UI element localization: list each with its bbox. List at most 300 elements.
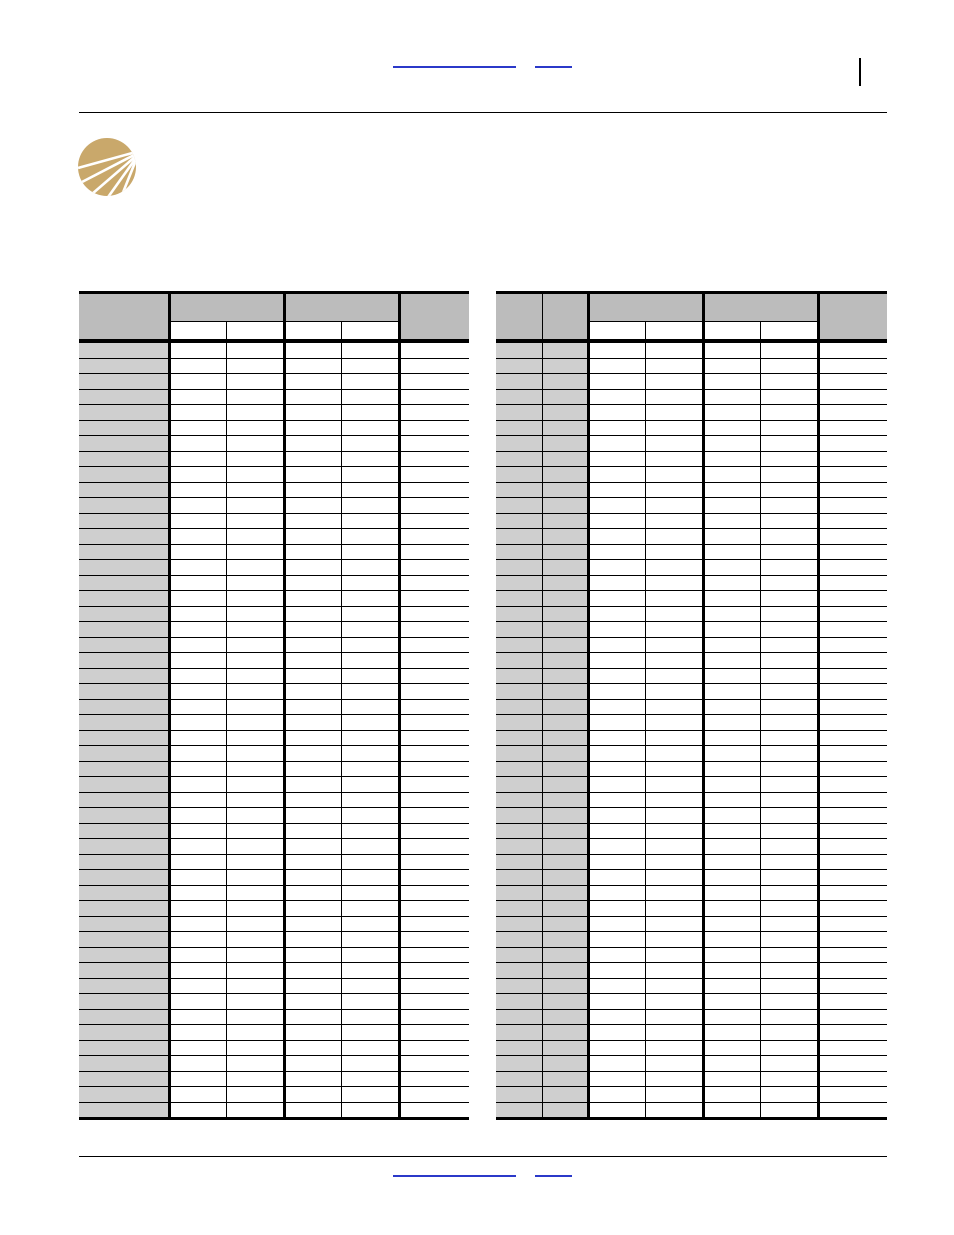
table-cell xyxy=(226,374,284,390)
right-header-col-last xyxy=(818,293,887,340)
table-cell xyxy=(818,854,887,870)
table-cell xyxy=(169,637,226,653)
table-cell xyxy=(341,668,399,684)
table-cell xyxy=(226,994,284,1010)
table-cell xyxy=(341,591,399,607)
header-link-1[interactable] xyxy=(393,66,516,68)
table-cell xyxy=(703,1087,760,1103)
table-cell xyxy=(496,978,542,994)
table-cell xyxy=(588,544,645,560)
table-cell xyxy=(399,978,469,994)
table-cell xyxy=(542,1009,588,1025)
left-header-col-last xyxy=(399,293,469,340)
table-cell xyxy=(588,777,645,793)
table-row xyxy=(79,1102,469,1119)
table-cell xyxy=(588,467,645,483)
table-cell xyxy=(703,885,760,901)
header-link-2[interactable] xyxy=(535,66,572,68)
table-cell xyxy=(588,420,645,436)
table-cell xyxy=(542,777,588,793)
table-cell xyxy=(341,715,399,731)
table-cell xyxy=(760,544,818,560)
table-cell xyxy=(341,1009,399,1025)
table-cell xyxy=(79,591,169,607)
table-cell xyxy=(341,901,399,917)
right-subheader xyxy=(645,322,703,340)
table-cell xyxy=(79,885,169,901)
table-cell xyxy=(496,668,542,684)
table-cell xyxy=(588,482,645,498)
table-cell xyxy=(169,622,226,638)
left-subheader xyxy=(226,322,284,340)
table-cell xyxy=(341,606,399,622)
table-cell xyxy=(284,978,341,994)
table-cell xyxy=(226,575,284,591)
table-row xyxy=(79,901,469,917)
table-cell xyxy=(818,1071,887,1087)
table-cell xyxy=(169,730,226,746)
table-cell xyxy=(703,932,760,948)
table-cell xyxy=(542,575,588,591)
right-subheader xyxy=(703,322,760,340)
table-cell xyxy=(399,916,469,932)
table-row xyxy=(79,342,469,359)
table-cell xyxy=(760,513,818,529)
table-cell xyxy=(588,854,645,870)
table-cell xyxy=(226,1102,284,1119)
table-cell xyxy=(496,513,542,529)
table-row xyxy=(79,839,469,855)
table-cell xyxy=(169,901,226,917)
table-cell xyxy=(645,684,703,700)
table-cell xyxy=(399,513,469,529)
table-cell xyxy=(760,916,818,932)
table-row xyxy=(496,606,887,622)
table-cell xyxy=(645,1056,703,1072)
table-cell xyxy=(760,885,818,901)
table-cell xyxy=(703,978,760,994)
table-cell xyxy=(284,451,341,467)
table-cell xyxy=(588,513,645,529)
table-cell xyxy=(645,932,703,948)
table-cell xyxy=(79,606,169,622)
table-row xyxy=(496,1102,887,1119)
table-cell xyxy=(284,405,341,421)
table-cell xyxy=(542,746,588,762)
table-row xyxy=(496,436,887,452)
table-cell xyxy=(645,699,703,715)
table-cell xyxy=(542,978,588,994)
table-cell xyxy=(760,622,818,638)
table-cell xyxy=(818,885,887,901)
table-cell xyxy=(542,668,588,684)
table-cell xyxy=(169,1087,226,1103)
table-cell xyxy=(645,730,703,746)
table-cell xyxy=(818,746,887,762)
table-cell xyxy=(588,498,645,514)
table-cell xyxy=(79,715,169,731)
left-subheader xyxy=(169,322,226,340)
table-cell xyxy=(399,451,469,467)
table-cell xyxy=(588,668,645,684)
table-cell xyxy=(645,994,703,1010)
table-row xyxy=(79,808,469,824)
right-header-col-1 xyxy=(496,293,542,340)
table-cell xyxy=(79,823,169,839)
table-cell xyxy=(645,467,703,483)
table-cell xyxy=(496,358,542,374)
table-cell xyxy=(542,854,588,870)
table-row xyxy=(496,668,887,684)
table-cell xyxy=(226,901,284,917)
table-cell xyxy=(645,622,703,638)
table-cell xyxy=(79,575,169,591)
table-cell xyxy=(703,544,760,560)
table-cell xyxy=(226,839,284,855)
table-cell xyxy=(496,715,542,731)
table-cell xyxy=(169,591,226,607)
table-cell xyxy=(496,436,542,452)
table-cell xyxy=(169,715,226,731)
table-cell xyxy=(542,870,588,886)
table-cell xyxy=(588,591,645,607)
table-cell xyxy=(703,916,760,932)
table-cell xyxy=(818,730,887,746)
table-cell xyxy=(341,1071,399,1087)
table-row xyxy=(496,715,887,731)
table-cell xyxy=(703,374,760,390)
table-cell xyxy=(284,792,341,808)
table-cell xyxy=(226,1056,284,1072)
table-cell xyxy=(818,1087,887,1103)
table-cell xyxy=(226,342,284,359)
table-cell xyxy=(399,544,469,560)
table-cell xyxy=(399,792,469,808)
table-cell xyxy=(588,1056,645,1072)
table-cell xyxy=(169,854,226,870)
table-cell xyxy=(645,1071,703,1087)
table-cell xyxy=(79,746,169,762)
table-cell xyxy=(341,885,399,901)
table-cell xyxy=(703,854,760,870)
table-cell xyxy=(284,932,341,948)
table-cell xyxy=(588,916,645,932)
table-cell xyxy=(703,715,760,731)
table-cell xyxy=(79,358,169,374)
table-cell xyxy=(284,668,341,684)
table-cell xyxy=(226,606,284,622)
table-cell xyxy=(645,746,703,762)
table-cell xyxy=(79,467,169,483)
table-cell xyxy=(169,808,226,824)
table-cell xyxy=(226,978,284,994)
table-cell xyxy=(496,560,542,576)
table-cell xyxy=(496,467,542,483)
table-cell xyxy=(818,808,887,824)
table-cell xyxy=(818,374,887,390)
table-cell xyxy=(703,1025,760,1041)
table-cell xyxy=(399,839,469,855)
table-cell xyxy=(496,1040,542,1056)
table-cell xyxy=(496,451,542,467)
table-cell xyxy=(341,854,399,870)
table-cell xyxy=(542,653,588,669)
table-cell xyxy=(169,1009,226,1025)
table-cell xyxy=(760,1102,818,1119)
table-cell xyxy=(79,808,169,824)
table-cell xyxy=(496,808,542,824)
table-cell xyxy=(399,1087,469,1103)
table-cell xyxy=(703,1102,760,1119)
table-cell xyxy=(588,885,645,901)
table-cell xyxy=(542,1040,588,1056)
table-cell xyxy=(496,777,542,793)
table-cell xyxy=(169,792,226,808)
table-cell xyxy=(703,823,760,839)
table-row xyxy=(496,575,887,591)
table-cell xyxy=(703,451,760,467)
table-cell xyxy=(645,963,703,979)
table-cell xyxy=(645,637,703,653)
table-cell xyxy=(703,529,760,545)
table-cell xyxy=(645,978,703,994)
table-cell xyxy=(79,699,169,715)
table-cell xyxy=(818,901,887,917)
table-cell xyxy=(496,1056,542,1072)
table-cell xyxy=(496,823,542,839)
table-cell xyxy=(818,932,887,948)
footer-link-2[interactable] xyxy=(535,1175,572,1177)
table-cell xyxy=(818,916,887,932)
table-cell xyxy=(79,978,169,994)
table-cell xyxy=(818,761,887,777)
table-cell xyxy=(760,529,818,545)
table-cell xyxy=(645,389,703,405)
table-cell xyxy=(703,482,760,498)
table-cell xyxy=(588,529,645,545)
table-cell xyxy=(226,932,284,948)
table-cell xyxy=(169,870,226,886)
table-cell xyxy=(818,451,887,467)
table-row xyxy=(79,885,469,901)
table-cell xyxy=(341,761,399,777)
table-cell xyxy=(496,761,542,777)
table-cell xyxy=(79,1009,169,1025)
table-cell xyxy=(79,1071,169,1087)
table-cell xyxy=(818,513,887,529)
table-cell xyxy=(79,529,169,545)
table-cell xyxy=(703,870,760,886)
table-cell xyxy=(588,1040,645,1056)
table-row xyxy=(496,467,887,483)
table-cell xyxy=(226,761,284,777)
table-row xyxy=(496,622,887,638)
table-cell xyxy=(169,467,226,483)
table-cell xyxy=(341,436,399,452)
table-cell xyxy=(341,622,399,638)
table-cell xyxy=(496,684,542,700)
table-cell xyxy=(399,389,469,405)
table-cell xyxy=(284,823,341,839)
table-cell xyxy=(79,637,169,653)
table-cell xyxy=(645,901,703,917)
table-row xyxy=(79,420,469,436)
table-cell xyxy=(818,405,887,421)
table-row xyxy=(79,715,469,731)
table-cell xyxy=(496,637,542,653)
table-cell xyxy=(542,994,588,1010)
table-cell xyxy=(588,575,645,591)
table-cell xyxy=(341,544,399,560)
table-row xyxy=(79,405,469,421)
table-row xyxy=(79,963,469,979)
table-cell xyxy=(341,1025,399,1041)
left-data-table xyxy=(79,291,469,1120)
table-row xyxy=(496,1071,887,1087)
table-cell xyxy=(760,575,818,591)
table-cell xyxy=(341,560,399,576)
table-cell xyxy=(169,699,226,715)
table-cell xyxy=(588,374,645,390)
table-cell xyxy=(496,389,542,405)
table-cell xyxy=(760,730,818,746)
table-cell xyxy=(703,808,760,824)
table-cell xyxy=(760,947,818,963)
table-cell xyxy=(645,358,703,374)
table-row xyxy=(496,1040,887,1056)
table-cell xyxy=(399,777,469,793)
table-cell xyxy=(588,978,645,994)
table-cell xyxy=(284,699,341,715)
table-row xyxy=(496,994,887,1010)
footer-link-1[interactable] xyxy=(393,1175,516,1177)
table-cell xyxy=(542,358,588,374)
table-cell xyxy=(79,668,169,684)
table-cell xyxy=(79,932,169,948)
table-cell xyxy=(818,994,887,1010)
table-cell xyxy=(284,575,341,591)
table-cell xyxy=(496,591,542,607)
table-cell xyxy=(341,823,399,839)
left-subheader xyxy=(284,322,341,340)
table-cell xyxy=(79,777,169,793)
table-row xyxy=(496,684,887,700)
table-cell xyxy=(284,637,341,653)
table-cell xyxy=(818,684,887,700)
table-cell xyxy=(496,482,542,498)
table-cell xyxy=(588,1102,645,1119)
table-cell xyxy=(496,994,542,1010)
table-cell xyxy=(284,916,341,932)
table-row xyxy=(79,529,469,545)
table-cell xyxy=(542,792,588,808)
table-cell xyxy=(496,792,542,808)
table-cell xyxy=(588,1087,645,1103)
table-row xyxy=(79,560,469,576)
table-cell xyxy=(645,606,703,622)
table-cell xyxy=(542,420,588,436)
table-cell xyxy=(818,947,887,963)
table-cell xyxy=(169,498,226,514)
table-cell xyxy=(341,498,399,514)
table-cell xyxy=(588,684,645,700)
table-cell xyxy=(645,420,703,436)
table-cell xyxy=(79,622,169,638)
table-cell xyxy=(760,761,818,777)
table-cell xyxy=(588,761,645,777)
table-cell xyxy=(703,1040,760,1056)
table-cell xyxy=(226,1009,284,1025)
table-cell xyxy=(645,854,703,870)
table-cell xyxy=(645,405,703,421)
table-cell xyxy=(341,947,399,963)
table-row xyxy=(496,513,887,529)
table-cell xyxy=(169,746,226,762)
table-cell xyxy=(284,839,341,855)
table-row xyxy=(79,575,469,591)
table-cell xyxy=(169,839,226,855)
table-cell xyxy=(818,1102,887,1119)
table-cell xyxy=(169,963,226,979)
table-cell xyxy=(226,699,284,715)
table-cell xyxy=(703,730,760,746)
table-cell xyxy=(341,870,399,886)
table-cell xyxy=(226,529,284,545)
table-row xyxy=(79,622,469,638)
table-cell xyxy=(760,482,818,498)
table-row xyxy=(79,1025,469,1041)
table-cell xyxy=(588,746,645,762)
table-cell xyxy=(542,622,588,638)
table-row xyxy=(496,405,887,421)
table-cell xyxy=(645,947,703,963)
table-cell xyxy=(542,1087,588,1103)
table-cell xyxy=(542,699,588,715)
right-header-group-2 xyxy=(703,293,818,322)
table-cell xyxy=(703,606,760,622)
table-row xyxy=(496,560,887,576)
table-row xyxy=(79,1056,469,1072)
table-cell xyxy=(703,342,760,359)
table-cell xyxy=(760,405,818,421)
table-cell xyxy=(284,622,341,638)
table-cell xyxy=(588,342,645,359)
table-cell xyxy=(542,715,588,731)
table-row xyxy=(496,1087,887,1103)
table-cell xyxy=(818,358,887,374)
table-cell xyxy=(399,963,469,979)
table-row xyxy=(79,467,469,483)
table-cell xyxy=(496,405,542,421)
table-cell xyxy=(645,777,703,793)
table-cell xyxy=(399,637,469,653)
table-cell xyxy=(588,823,645,839)
table-cell xyxy=(341,389,399,405)
table-cell xyxy=(341,451,399,467)
table-cell xyxy=(588,436,645,452)
table-cell xyxy=(760,932,818,948)
table-cell xyxy=(341,513,399,529)
table-cell xyxy=(399,1102,469,1119)
table-row xyxy=(496,637,887,653)
table-cell xyxy=(542,498,588,514)
table-cell xyxy=(588,994,645,1010)
table-cell xyxy=(226,963,284,979)
table-cell xyxy=(760,668,818,684)
table-cell xyxy=(645,436,703,452)
table-row xyxy=(496,1009,887,1025)
table-cell xyxy=(760,653,818,669)
